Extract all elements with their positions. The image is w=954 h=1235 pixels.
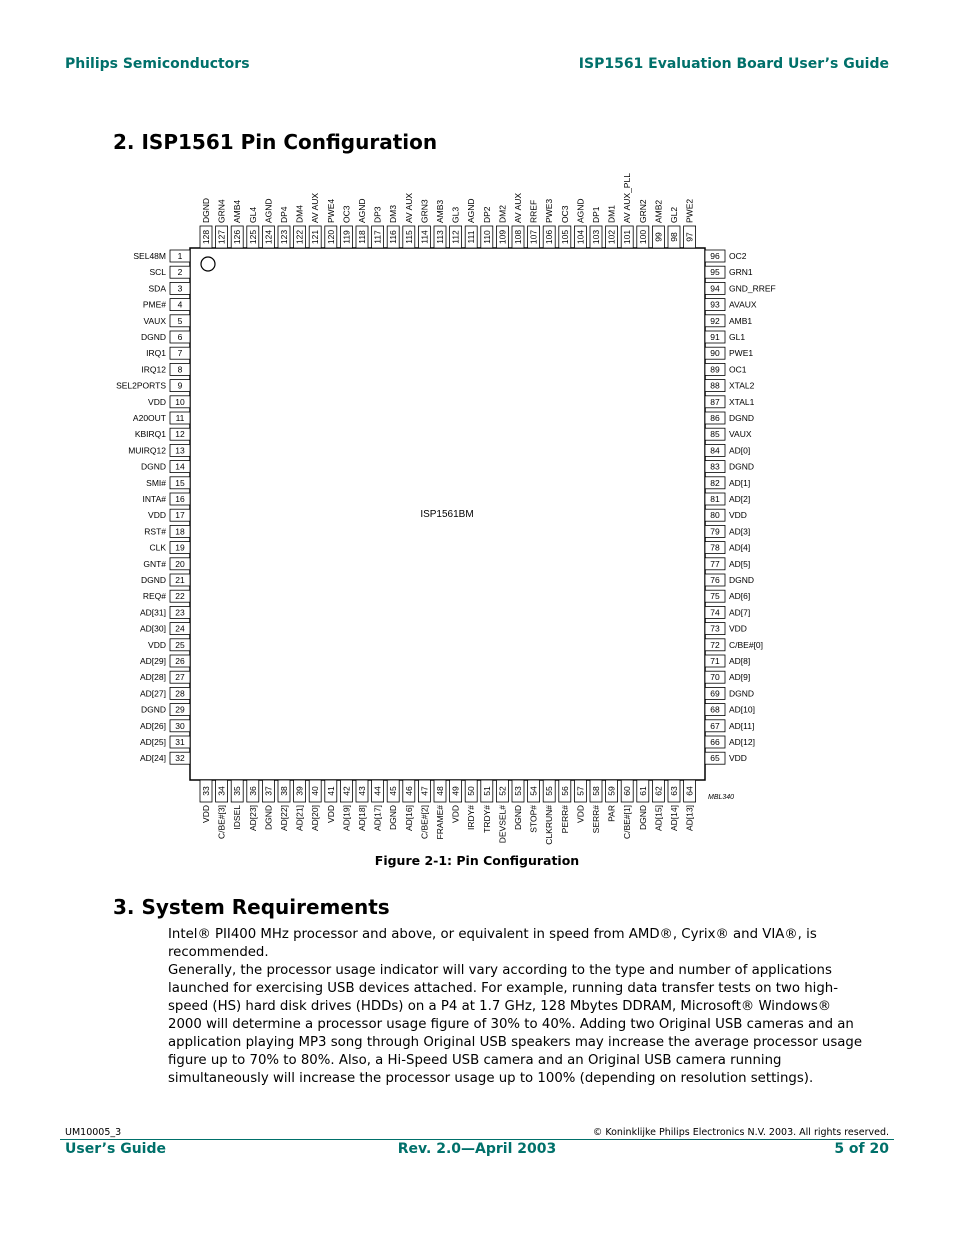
pin-name: SEL48M <box>133 251 166 261</box>
pin-name: AV AUX <box>403 192 414 223</box>
pin-name: DP2 <box>481 206 492 223</box>
pin-number: 60 <box>622 786 633 796</box>
pin-number: 27 <box>175 672 185 683</box>
pin-number: 34 <box>216 786 227 796</box>
pin-name: AD[5] <box>729 558 751 569</box>
pin-number: 21 <box>175 575 185 585</box>
pin-name: REQ# <box>142 591 166 602</box>
pin-name: DGND <box>729 413 755 423</box>
pin-name: AD[18] <box>357 805 367 831</box>
pin-name: DP3 <box>372 206 383 223</box>
pin-number: 12 <box>175 429 185 440</box>
pin-name: AGND <box>575 198 586 223</box>
pin-number: 105 <box>559 229 570 245</box>
pin-number: 6 <box>177 332 183 342</box>
pin-name: AD[4] <box>729 542 751 553</box>
pin-name: GL2 <box>669 206 679 223</box>
pin-name: AD[28] <box>140 672 166 683</box>
pin-name: C/BE#[2] <box>419 805 430 840</box>
pin-number: 32 <box>175 753 185 764</box>
pin-name: MUIRQ12 <box>128 445 166 456</box>
pin-name: C/BE#[0] <box>729 639 764 650</box>
pin-name: GL3 <box>450 206 461 223</box>
pin-name: AD[1] <box>729 477 751 488</box>
pin-name: CLK <box>149 542 166 553</box>
pin-number: 4 <box>177 299 183 310</box>
pin-name: XTAL1 <box>729 396 755 407</box>
header-company: Philips Semiconductors <box>65 56 250 72</box>
pin-number: 24 <box>175 623 185 634</box>
pin-number: 79 <box>710 526 720 537</box>
pin-number: 104 <box>575 229 586 245</box>
pin-name: RST# <box>144 526 166 537</box>
pin-name: IDSEL <box>232 805 243 830</box>
pin-number: 39 <box>294 786 305 796</box>
pin-name: AVAUX <box>729 299 757 310</box>
pin-number: 16 <box>175 494 185 504</box>
pin-name: DGND <box>263 805 274 831</box>
pin-number: 19 <box>175 542 185 553</box>
pin-number: 120 <box>325 229 336 245</box>
pin-number: 72 <box>710 639 720 650</box>
pin-number: 61 <box>637 786 648 796</box>
pin-name: KBIRQ1 <box>134 429 166 440</box>
pin-name: OC3 <box>559 205 570 223</box>
pin-number: 89 <box>710 364 720 375</box>
pin-name: AD[10] <box>729 704 755 715</box>
pin-number: 128 <box>201 229 211 245</box>
pin-name: AV AUX_PLL <box>622 173 633 223</box>
pin-number: 111 <box>466 230 477 244</box>
pin-name: IRQ1 <box>146 348 166 359</box>
pin-name: GRN3 <box>419 199 430 223</box>
pin-name: PAR <box>606 805 617 822</box>
pin-number: 51 <box>481 786 492 796</box>
pin-number: 68 <box>710 704 720 715</box>
pin-name: PWE1 <box>729 348 754 359</box>
pin-name: VDD <box>575 805 586 823</box>
pin-number: 41 <box>325 786 336 796</box>
section-3-heading: 3. System Requirements <box>113 895 390 919</box>
copyright-notice: © Koninklijke Philips Electronics N.V. 2003. All rights reserved. <box>592 1127 889 1138</box>
pin-number: 93 <box>710 299 720 310</box>
pin-number: 5 <box>177 315 183 326</box>
pin-number: 74 <box>710 607 720 618</box>
pin-number: 57 <box>575 786 586 796</box>
pin-number: 85 <box>710 429 720 440</box>
pin-number: 81 <box>710 494 720 504</box>
pin-name: PME# <box>142 299 166 310</box>
pin-number: 69 <box>710 688 720 699</box>
pin-number: 2 <box>177 267 183 278</box>
pin-name: DGND <box>388 805 399 831</box>
pin-number: 33 <box>201 786 211 796</box>
header-doc-title: ISP1561 Evaluation Board User’s Guide <box>578 56 889 72</box>
pin-name: AD[26] <box>140 720 166 731</box>
pin-number: 127 <box>216 229 227 245</box>
pin-name: AD[31] <box>140 607 166 618</box>
pin-number: 59 <box>606 786 617 796</box>
pin-name: AD[7] <box>729 607 751 618</box>
pin-number: 22 <box>175 591 185 602</box>
pin-number: 52 <box>497 786 508 796</box>
pin-name: AV AUX <box>513 192 523 223</box>
pin-configuration-diagram <box>100 160 820 850</box>
pin-number: 76 <box>710 575 720 585</box>
pin-name: OC2 <box>729 251 747 261</box>
pin-name: AGND <box>263 198 274 223</box>
pin-number: 66 <box>710 737 720 747</box>
pin-number: 11 <box>175 413 185 423</box>
pin-number: 42 <box>341 786 352 796</box>
pin-number: 77 <box>710 558 720 569</box>
pin-number: 101 <box>622 229 633 245</box>
pin-number: 121 <box>310 229 321 245</box>
footer-divider <box>60 1139 894 1140</box>
pin-name: PWE2 <box>684 198 695 223</box>
pin-name: AD[8] <box>729 656 751 666</box>
pin-name: VDD <box>729 510 747 521</box>
pin-name: AGND <box>466 198 477 223</box>
pin-number: 38 <box>279 786 289 796</box>
pin-number: 67 <box>710 720 720 731</box>
pin-number: 48 <box>435 786 445 796</box>
pin-number: 98 <box>669 232 679 242</box>
pin-number: 122 <box>294 229 305 245</box>
pin-number: 36 <box>247 786 258 796</box>
pin-number: 55 <box>544 786 555 796</box>
pin-name: DGND <box>140 332 166 342</box>
pin-number: 46 <box>403 786 414 796</box>
pin-number: 71 <box>710 656 720 666</box>
pin-number: 37 <box>263 786 274 796</box>
pin-name: DM3 <box>388 205 399 223</box>
pin-name: DM2 <box>497 205 508 223</box>
pin-number: 62 <box>653 786 664 796</box>
pin-number: 114 <box>419 230 430 244</box>
pin-name: AD[23] <box>247 805 258 831</box>
figure-caption: Figure 2-1: Pin Configuration <box>374 853 580 868</box>
pin-name: DGND <box>201 197 211 223</box>
pin-name: AD[2] <box>729 494 751 504</box>
pin-number: 17 <box>175 510 185 521</box>
pin-number: 15 <box>175 477 185 488</box>
pin-name: VDD <box>148 639 166 650</box>
pin-number: 107 <box>528 229 539 245</box>
pin-name: DGND <box>140 704 166 715</box>
pin-name: C/BE#[3] <box>216 805 227 840</box>
document-id: UM10005_3 <box>65 1127 122 1138</box>
pin-number: 56 <box>559 786 570 796</box>
pin-name: AMB2 <box>653 199 664 223</box>
pin-number: 124 <box>263 229 274 245</box>
pin-number: 116 <box>388 230 399 244</box>
pin-name: DGND <box>637 805 648 831</box>
pin-name: SMI# <box>146 477 166 488</box>
pin-number: 113 <box>435 230 445 244</box>
pin-name: DGND <box>729 575 755 585</box>
pin-name: DGND <box>140 461 166 472</box>
pin-name: PWE3 <box>544 198 555 223</box>
pin-number: 28 <box>175 688 185 699</box>
pin-name: VDD <box>148 396 166 407</box>
pin-name: AD[14] <box>669 805 679 831</box>
pin-number: 102 <box>606 229 617 245</box>
pin-number: 44 <box>372 786 383 796</box>
pin-name: AD[16] <box>403 805 414 831</box>
pin-number: 108 <box>513 229 523 245</box>
pin-name: AD[13] <box>684 805 695 831</box>
pin-name: AD[30] <box>140 623 166 634</box>
pin-name: GRN2 <box>637 199 648 223</box>
pin-name: AD[19] <box>341 805 352 831</box>
footer-revision: Rev. 2.0—April 2003 <box>397 1141 557 1157</box>
pin-number: 47 <box>419 786 430 796</box>
pin-number: 99 <box>653 232 664 242</box>
requirements-details: Generally, the processor usage indicator will vary according to the type and number of applications launched for exercising USB devices attached. For example, running data transfer tests on two high-speed (HS) hard disk drives (HDDs) on a P4 at 1.7 GHz, 128 Mbytes DDRAM, Microsoft® Windows® 2000 will determine a processor usage figure of 30% to 40%. Adding two Original USB cameras and an application playing MP3 song through Original USB speakers may increase the average processor usage figure up to 70% to 80%. Also, a Hi-Speed USB camera and an Original USB camera running simultaneously will increase the processor usage up to 100% (depending on resolution settings). <box>168 963 863 1086</box>
pin-name: VDD <box>450 805 461 823</box>
pin-number: 91 <box>710 332 720 342</box>
pin-number: 125 <box>247 229 258 245</box>
pin-name: DEVSEL# <box>497 805 508 844</box>
pin-number: 70 <box>710 672 720 683</box>
pin-name: AGND <box>357 198 367 223</box>
pin-name: DP1 <box>591 206 601 223</box>
pin-name: INTA# <box>142 494 166 504</box>
pin-number: 25 <box>175 639 185 650</box>
pin-number: 95 <box>710 267 720 278</box>
pin-name: OC3 <box>341 205 352 223</box>
pin-number: 14 <box>175 461 185 472</box>
footer-page-number: 5 of 20 <box>834 1141 889 1157</box>
pin-number: 88 <box>710 380 720 391</box>
pin-name: GNT# <box>143 558 166 569</box>
pin-name: GL1 <box>729 332 746 342</box>
pin-number: 13 <box>175 445 185 456</box>
pin-number: 112 <box>450 230 461 244</box>
pin-name: VDD <box>325 805 336 823</box>
pin-name: DGND <box>140 575 166 585</box>
pin-name: VAUX <box>729 429 752 440</box>
pin-name: VDD <box>201 805 211 823</box>
pins-left-side <box>116 250 190 764</box>
pin-name: AD[29] <box>140 656 166 666</box>
pin-name: AD[0] <box>729 445 751 456</box>
pin-number: 63 <box>669 786 679 796</box>
pin-name: IRQ12 <box>141 364 166 375</box>
pin-number: 29 <box>175 704 185 715</box>
pin-number: 7 <box>177 348 183 359</box>
pin-name: AD[3] <box>729 526 751 537</box>
pin-number: 110 <box>481 230 492 244</box>
pin-name: STOP# <box>528 805 539 833</box>
pin-number: 119 <box>341 230 352 244</box>
pin-name: XTAL2 <box>729 380 755 391</box>
pin-name: VDD <box>148 510 166 521</box>
pin-name: AMB1 <box>729 315 753 326</box>
pin-name: GND_RREF <box>729 283 776 294</box>
pin-name: SDA <box>148 283 166 294</box>
pin-number: 58 <box>591 786 601 796</box>
pin-number: 126 <box>232 229 243 245</box>
pin-name: GRN4 <box>216 199 227 223</box>
pin-name: DM1 <box>606 205 617 223</box>
pin-name: RREF <box>528 199 539 223</box>
pin-number: 65 <box>710 753 720 764</box>
pin-name: VAUX <box>143 315 166 326</box>
pin-number: 106 <box>544 229 555 245</box>
pin-number: 118 <box>357 230 367 244</box>
pin-number: 123 <box>279 229 289 245</box>
chip-label: ISP1561BM <box>420 509 474 520</box>
pin-name: DGND <box>729 461 755 472</box>
pin-number: 53 <box>513 786 523 796</box>
pin-number: 78 <box>710 542 720 553</box>
footer-doc-type: User’s Guide <box>65 1141 166 1157</box>
pin-number: 103 <box>591 229 601 245</box>
pin-name: DGND <box>729 688 755 699</box>
pins-right-side <box>705 250 776 764</box>
pin-number: 82 <box>710 477 720 488</box>
pin-number: 26 <box>175 656 185 666</box>
pin-number: 18 <box>175 526 185 537</box>
pin-number: 20 <box>175 558 185 569</box>
pins-top-side <box>200 173 696 248</box>
pin-name: DGND <box>513 805 523 831</box>
pin-name: TRDY# <box>481 805 492 833</box>
pin-number: 1 <box>177 251 183 261</box>
pin-name: AD[11] <box>729 720 755 731</box>
pin-name: A20OUT <box>132 413 166 423</box>
pin-name: PERR# <box>559 805 570 834</box>
pin-name: AD[25] <box>140 737 166 747</box>
pin-number: 83 <box>710 461 720 472</box>
pin-number: 49 <box>450 786 461 796</box>
pin-name: AD[12] <box>729 737 755 747</box>
pin-name: AD[21] <box>294 805 305 831</box>
pin-name: AD[20] <box>310 805 321 831</box>
pin-name: AMB3 <box>435 199 445 223</box>
pin-name: AD[9] <box>729 672 751 683</box>
pin-number: 80 <box>710 510 720 521</box>
pin-name: SERR# <box>591 805 601 834</box>
pin-number: 97 <box>684 232 695 242</box>
pin-name: FRAME# <box>435 805 445 840</box>
pin-number: 84 <box>710 445 720 456</box>
pin-name: AD[24] <box>140 753 166 764</box>
pin-name: AMB4 <box>232 199 243 223</box>
pin-name: C/BE#[1] <box>622 805 633 840</box>
pin-name: DM4 <box>294 205 305 223</box>
drawing-code: MBL340 <box>708 794 735 801</box>
pin-number: 100 <box>637 229 648 245</box>
pin-number: 8 <box>177 364 183 375</box>
pin-number: 3 <box>177 283 183 294</box>
pin-name: AV AUX <box>310 192 321 223</box>
pin-number: 109 <box>497 229 508 245</box>
pin-number: 90 <box>710 348 720 359</box>
pin-number: 40 <box>310 786 321 796</box>
pin-number: 45 <box>388 786 399 796</box>
pin-number: 115 <box>403 230 414 244</box>
pin-name: IRDY# <box>466 805 477 831</box>
pin-number: 94 <box>710 283 720 294</box>
pin-number: 54 <box>528 786 539 796</box>
pin-name: GL4 <box>247 206 258 223</box>
pin-name: CLKRUN# <box>544 805 555 845</box>
pin-name: AD[6] <box>729 591 751 602</box>
pin-name: AD[22] <box>279 805 289 831</box>
pin-name: AD[27] <box>140 688 166 699</box>
pin-name: OC1 <box>729 364 747 375</box>
pin-name: AD[17] <box>372 805 383 831</box>
pin-name: GRN1 <box>729 267 753 278</box>
pin-number: 35 <box>232 786 243 796</box>
pin-number: 73 <box>710 623 720 634</box>
pin-name: VDD <box>729 623 747 634</box>
pins-bottom-side <box>200 780 696 845</box>
pin-number: 23 <box>175 607 185 618</box>
pin-name: SEL2PORTS <box>116 380 166 391</box>
pin-number: 96 <box>710 251 720 261</box>
pin-number: 117 <box>372 230 383 244</box>
pin-number: 92 <box>710 315 720 326</box>
pin-number: 64 <box>684 786 695 796</box>
section-2-heading: 2. ISP1561 Pin Configuration <box>113 130 438 154</box>
pin-name: VDD <box>729 753 747 764</box>
pin-number: 86 <box>710 413 720 423</box>
pin-number: 87 <box>710 396 720 407</box>
pin-number: 30 <box>175 720 185 731</box>
pin-number: 10 <box>175 396 185 407</box>
pin-name: DP4 <box>279 206 289 223</box>
pin-number: 9 <box>177 380 183 391</box>
pin-name: AD[15] <box>653 805 664 831</box>
pin-name: PWE4 <box>325 198 336 223</box>
pin-name: SCL <box>149 267 166 278</box>
requirements-intro: Intel® PII400 MHz processor and above, or equivalent in speed from AMD®, Cyrix® and VIA®, is recommended. <box>168 927 817 960</box>
pin-number: 43 <box>357 786 367 796</box>
pin-number: 50 <box>466 786 477 796</box>
pin-number: 75 <box>710 591 720 602</box>
pin-number: 31 <box>175 737 185 747</box>
